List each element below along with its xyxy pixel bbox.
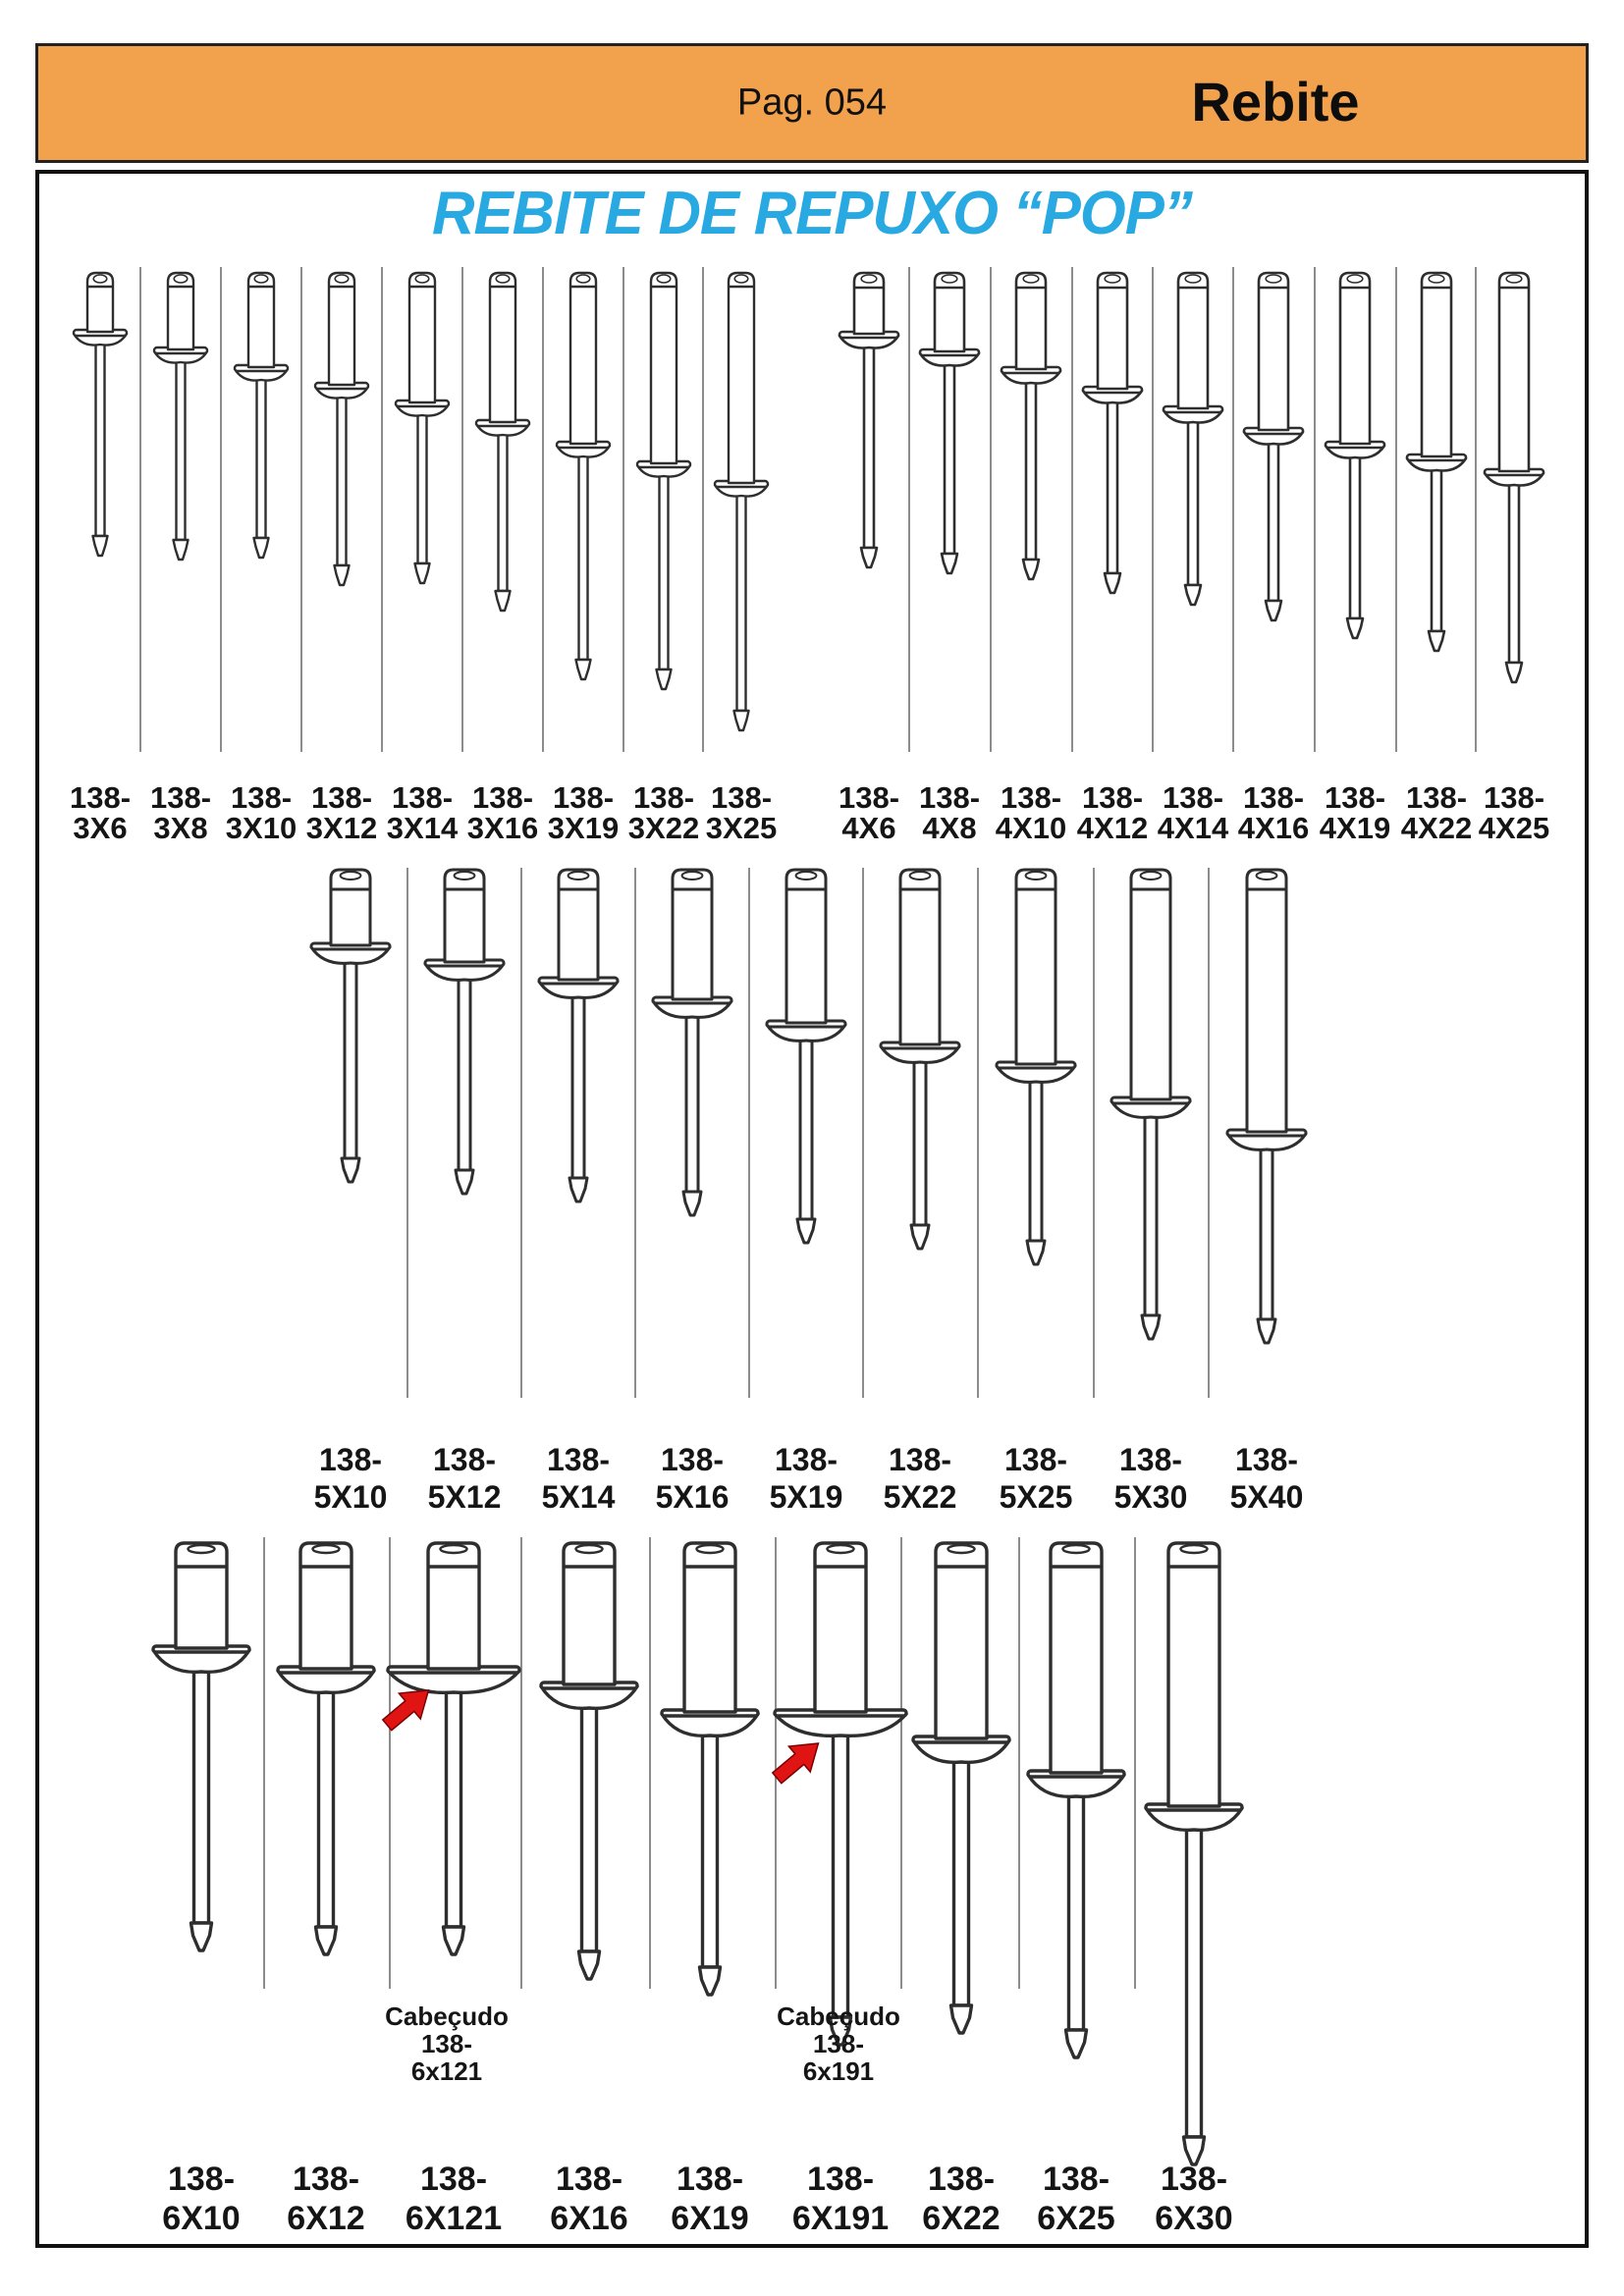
rivet-code-prefix: 138- bbox=[632, 780, 695, 815]
rivet-body bbox=[729, 273, 754, 483]
rivet-body bbox=[1178, 273, 1208, 408]
rivet-dome-hole bbox=[496, 275, 510, 283]
rivet-stem-tip bbox=[316, 1927, 337, 1954]
rivet-code-prefix: 138- bbox=[1242, 780, 1305, 815]
rivet-stem bbox=[1145, 1115, 1157, 1315]
rivet-stem-tip bbox=[579, 1951, 600, 1979]
rivet-stem-tip bbox=[1506, 663, 1522, 682]
rivet-code-label bbox=[395, 2160, 513, 2238]
rivet-dome-hole bbox=[910, 872, 931, 880]
rivet-code-size: 3X25 bbox=[705, 811, 778, 845]
rivet-stem bbox=[1509, 483, 1519, 663]
rivet-stem bbox=[834, 1734, 848, 2017]
rivet-code-label bbox=[519, 1441, 637, 1516]
rivet-stem bbox=[499, 433, 508, 591]
rivet-stem bbox=[257, 378, 266, 538]
rivet-dome-hole bbox=[1105, 275, 1120, 283]
rivet-stem bbox=[945, 363, 954, 554]
rivet-stem-tip bbox=[93, 536, 108, 556]
rivet-dome-hole bbox=[657, 275, 671, 283]
rivet-dome-hole bbox=[796, 872, 817, 880]
rivet-body bbox=[570, 273, 596, 444]
rivet-body bbox=[936, 1543, 987, 1738]
rivet-stem bbox=[177, 360, 186, 540]
rivet-code-label bbox=[530, 2160, 648, 2238]
rivet-stem-tip bbox=[657, 669, 672, 689]
rivet-stem-tip bbox=[496, 591, 511, 611]
rivet-code-size: 4X6 bbox=[841, 811, 896, 845]
rivet-code-prefix: 138- bbox=[391, 780, 454, 815]
cabecudo-annotation-2 bbox=[731, 2002, 947, 2085]
rivet-code-size: 5X19 bbox=[769, 1479, 843, 1515]
rivet-stem bbox=[1187, 1828, 1202, 2137]
rivet-dome-hole bbox=[455, 872, 475, 880]
rivet-dome-hole bbox=[93, 275, 107, 283]
rivet-stem bbox=[1269, 442, 1278, 601]
annotation-line: 6x121 bbox=[410, 2056, 483, 2086]
rivet-dome-hole bbox=[576, 275, 590, 283]
rivet-code-label bbox=[747, 1441, 865, 1516]
rivet-stem bbox=[1069, 1794, 1084, 2030]
rivet-code-size: 4X25 bbox=[1478, 811, 1550, 845]
rivet-stem bbox=[1261, 1148, 1272, 1319]
rivet-code-size: 3X12 bbox=[305, 811, 378, 845]
cabecudo-annotation-1 bbox=[339, 2002, 555, 2085]
rivet-code-size: 6X19 bbox=[671, 2200, 749, 2237]
rivet-body bbox=[935, 273, 964, 351]
page-title: REBITE DE REPUXO “POP” bbox=[432, 180, 1192, 247]
page-number: Pag. 054 bbox=[736, 81, 888, 124]
rivet-code-size: 3X22 bbox=[627, 811, 700, 845]
rivet-code-size: 5X14 bbox=[541, 1479, 616, 1515]
rivet-stem bbox=[96, 343, 105, 536]
rivet-stem-tip bbox=[700, 1967, 721, 1995]
rivet-code-label bbox=[142, 2160, 260, 2238]
rivet-body bbox=[490, 273, 515, 422]
rivet-code-label bbox=[861, 1441, 979, 1516]
rivet-body bbox=[1499, 273, 1529, 471]
rivet-code-prefix: 138- bbox=[710, 780, 773, 815]
rivet-code-label bbox=[651, 2160, 769, 2238]
rivet-dome-hole bbox=[1185, 275, 1201, 283]
rivet-stem bbox=[338, 396, 347, 565]
rivet-code-prefix: 138- bbox=[1234, 1442, 1299, 1477]
rivet-code-prefix: 138- bbox=[555, 2161, 623, 2198]
rivet-body bbox=[1051, 1543, 1102, 1773]
rivet-stem bbox=[660, 474, 669, 669]
rivet-stem bbox=[447, 1690, 461, 1927]
rivet-stem bbox=[864, 346, 874, 548]
rivet-code-size: 3X16 bbox=[466, 811, 539, 845]
rivet-code-prefix: 138- bbox=[676, 2161, 744, 2198]
rivet-code-size: 6X22 bbox=[922, 2200, 1001, 2237]
rivet-stem-tip bbox=[569, 1178, 587, 1201]
rivet-stem bbox=[954, 1760, 969, 2005]
rivet-stem bbox=[582, 1706, 597, 1951]
rivet-body bbox=[1098, 273, 1127, 389]
rivet-dome-hole bbox=[1347, 275, 1363, 283]
rivet-code-label bbox=[406, 1441, 523, 1516]
annotation-line: 138- bbox=[812, 2029, 865, 2058]
rivet-stem-tip bbox=[415, 563, 430, 583]
rivet-code-prefix: 138- bbox=[1160, 2161, 1228, 2198]
rivet-stem-tip bbox=[734, 711, 749, 730]
rivet-stem bbox=[737, 494, 746, 711]
rivet-body bbox=[329, 273, 354, 385]
rivet-stem bbox=[194, 1670, 209, 1923]
rivet-code-prefix: 138- bbox=[774, 1442, 839, 1477]
rivet-stem bbox=[1030, 1080, 1042, 1241]
rivet-stem-tip bbox=[1105, 573, 1120, 593]
rivet-code-label bbox=[1455, 782, 1573, 843]
rivet-stem-tip bbox=[444, 1927, 464, 1954]
rivet-code-prefix: 138- bbox=[1162, 780, 1224, 815]
rivet-stem bbox=[1108, 400, 1117, 573]
rivet-dome-hole bbox=[1062, 1545, 1089, 1553]
rivet-code-label bbox=[1017, 2160, 1135, 2238]
rivet-dome-hole bbox=[335, 275, 349, 283]
rivet-dome-hole bbox=[341, 872, 361, 880]
rivet-dome-hole bbox=[312, 1545, 339, 1553]
rivet-dome-hole bbox=[415, 275, 429, 283]
rivet-dome-hole bbox=[174, 275, 188, 283]
rivet-dome-hole bbox=[947, 1545, 974, 1553]
rivet-stem bbox=[686, 1015, 698, 1192]
rivet-code-prefix: 138- bbox=[1003, 1442, 1068, 1477]
rivet-body bbox=[564, 1543, 615, 1684]
rivet-code-prefix: 138- bbox=[419, 2161, 488, 2198]
rivet-code-size: 4X12 bbox=[1076, 811, 1149, 845]
rivet-code-prefix: 138- bbox=[552, 780, 615, 815]
rivet-code-prefix: 138- bbox=[310, 780, 373, 815]
rivet-code-size: 6X30 bbox=[1155, 2200, 1233, 2237]
rivet-stem bbox=[579, 454, 588, 660]
rivet-dome-hole bbox=[1026, 872, 1047, 880]
rivet-dome-hole bbox=[1141, 872, 1162, 880]
rivet-code-label bbox=[682, 782, 800, 843]
rivet-stem-tip bbox=[683, 1192, 701, 1215]
rivet-code-label bbox=[1208, 1441, 1326, 1516]
rivet-stem-tip bbox=[335, 565, 350, 585]
rivet-code-size: 4X14 bbox=[1157, 811, 1229, 845]
rivet-stem-tip bbox=[1347, 618, 1363, 638]
rivet-dome-hole bbox=[568, 872, 589, 880]
rivet-stem-tip bbox=[1185, 585, 1201, 605]
rivet-code-size: 4X10 bbox=[995, 811, 1067, 845]
rivet-stem-tip bbox=[342, 1158, 359, 1182]
rivet-code-size: 5X40 bbox=[1229, 1479, 1304, 1515]
rivet-stem bbox=[459, 978, 470, 1170]
rivet-dome-hole bbox=[575, 1545, 602, 1553]
rivet-code-size: 5X16 bbox=[655, 1479, 730, 1515]
rivet-stem-tip bbox=[942, 554, 957, 573]
rivet-code-prefix: 138- bbox=[1081, 780, 1144, 815]
rivet-dome-hole bbox=[861, 275, 877, 283]
rivet-code-prefix: 138- bbox=[1483, 780, 1545, 815]
rivet-dome-hole bbox=[827, 1545, 853, 1553]
rivet-stem-tip bbox=[951, 2005, 972, 2033]
rivet-body bbox=[815, 1543, 866, 1712]
rivet-code-prefix: 138- bbox=[660, 1442, 725, 1477]
rivet-body bbox=[176, 1543, 227, 1648]
rivet-code-size: 4X22 bbox=[1400, 811, 1473, 845]
rivet-body bbox=[300, 1543, 352, 1669]
rivet-stem-tip bbox=[254, 538, 269, 558]
rivet-code-prefix: 138- bbox=[838, 780, 900, 815]
rivet-dome-hole bbox=[254, 275, 268, 283]
rivet-stem bbox=[1188, 420, 1198, 585]
rivet-stem bbox=[1026, 381, 1036, 560]
rivet-stem bbox=[800, 1039, 812, 1219]
rivet-code-size: 6X12 bbox=[287, 2200, 365, 2237]
rivet-code-prefix: 138- bbox=[1000, 780, 1062, 815]
rivet-stem-tip bbox=[1027, 1241, 1045, 1264]
rivet-stem-tip bbox=[576, 660, 591, 679]
rivet-body bbox=[786, 870, 826, 1023]
rivet-code-size: 6X25 bbox=[1037, 2200, 1115, 2237]
rivet-body bbox=[1247, 870, 1286, 1132]
rivet-code-label bbox=[1135, 2160, 1253, 2238]
rivet-dome-hole bbox=[734, 275, 748, 283]
rivet-dome-hole bbox=[682, 872, 703, 880]
rivet-stem-tip bbox=[861, 548, 877, 567]
rivet-stem-tip bbox=[191, 1923, 212, 1950]
rivet-body bbox=[1168, 1543, 1219, 1806]
rivet-code-prefix: 138- bbox=[167, 2161, 236, 2198]
rivet-dome-hole bbox=[696, 1545, 723, 1553]
rivet-code-prefix: 138- bbox=[318, 1442, 383, 1477]
rivet-body bbox=[684, 1543, 735, 1712]
annotation-line: 6x191 bbox=[802, 2056, 875, 2086]
rivet-code-label bbox=[1092, 1441, 1210, 1516]
rivet-code-prefix: 138- bbox=[918, 780, 981, 815]
rivet-code-prefix: 138- bbox=[927, 2161, 996, 2198]
rivet-stem bbox=[345, 961, 356, 1158]
rivet-stem bbox=[418, 413, 427, 563]
rivet-code-size: 3X10 bbox=[225, 811, 298, 845]
rivet-code-label bbox=[633, 1441, 751, 1516]
rivet-dome-hole bbox=[1257, 872, 1277, 880]
rivet-code-prefix: 138- bbox=[1405, 780, 1468, 815]
rivet-stem bbox=[703, 1734, 718, 1967]
rivet-code-label bbox=[782, 2160, 899, 2238]
rivet-code-prefix: 138- bbox=[888, 1442, 952, 1477]
rivet-body bbox=[168, 273, 193, 349]
rivet-code-prefix: 138- bbox=[432, 1442, 497, 1477]
rivet-body bbox=[900, 870, 940, 1044]
rivet-stem-tip bbox=[1258, 1319, 1275, 1343]
rivet-code-prefix: 138- bbox=[1118, 1442, 1183, 1477]
rivet-code-prefix: 138- bbox=[806, 2161, 875, 2198]
rivet-body bbox=[1259, 273, 1288, 430]
rivet-code-size: 5X22 bbox=[883, 1479, 957, 1515]
rivet-body bbox=[1016, 870, 1056, 1064]
brand-title: Rebite bbox=[1191, 71, 1360, 133]
rivet-stem-tip bbox=[911, 1225, 929, 1249]
rivet-stem bbox=[319, 1690, 334, 1927]
rivet-stem bbox=[914, 1060, 926, 1225]
rivet-stem-tip bbox=[174, 540, 189, 560]
rivet-dome-hole bbox=[942, 275, 957, 283]
rivet-dome-hole bbox=[1506, 275, 1522, 283]
rivet-dome-hole bbox=[1429, 275, 1444, 283]
rivet-dome-hole bbox=[440, 1545, 466, 1553]
rivet-code-size: 4X16 bbox=[1237, 811, 1310, 845]
rivet-code-prefix: 138- bbox=[546, 1442, 611, 1477]
rivet-stem-tip bbox=[1429, 631, 1444, 651]
rivet-code-size: 6X16 bbox=[550, 2200, 628, 2237]
rivet-code-size: 6X191 bbox=[791, 2200, 890, 2237]
rivet-dome-hole bbox=[1180, 1545, 1207, 1553]
rivet-code-prefix: 138- bbox=[1324, 780, 1386, 815]
annotation-line: 138- bbox=[420, 2029, 473, 2058]
rivet-code-prefix: 138- bbox=[230, 780, 293, 815]
rivet-dome-hole bbox=[1023, 275, 1039, 283]
rivet-body bbox=[445, 870, 484, 962]
rivet-body bbox=[428, 1543, 479, 1669]
rivet-body bbox=[331, 870, 370, 945]
rivet-stem bbox=[572, 995, 584, 1178]
rivet-code-size: 6X121 bbox=[405, 2200, 503, 2237]
rivet-stem-tip bbox=[1266, 601, 1281, 620]
rivet-dome-hole bbox=[188, 1545, 214, 1553]
rivet-body bbox=[651, 273, 677, 463]
rivet-code-prefix: 138- bbox=[292, 2161, 360, 2198]
rivet-code-label bbox=[977, 1441, 1095, 1516]
rivet-stem bbox=[1350, 455, 1360, 618]
rivet-code-size: 6X10 bbox=[162, 2200, 241, 2237]
rivet-stem-tip bbox=[1023, 560, 1039, 579]
rivet-stem-tip bbox=[1066, 2030, 1087, 2057]
rivet-stem-tip bbox=[797, 1219, 815, 1243]
rivet-body bbox=[409, 273, 435, 402]
rivet-code-size: 3X6 bbox=[73, 811, 128, 845]
rivet-code-prefix: 138- bbox=[471, 780, 534, 815]
rivet-body bbox=[559, 870, 598, 980]
rivet-code-label bbox=[902, 2160, 1020, 2238]
rivet-code-prefix: 138- bbox=[1042, 2161, 1110, 2198]
rivet-code-size: 4X19 bbox=[1319, 811, 1391, 845]
rivet-code-size: 3X14 bbox=[386, 811, 459, 845]
rivet-code-label bbox=[267, 2160, 385, 2238]
rivet-stem bbox=[1432, 468, 1441, 631]
rivet-code-size: 5X25 bbox=[999, 1479, 1073, 1515]
rivet-code-size: 5X10 bbox=[313, 1479, 388, 1515]
rivet-code-size: 3X19 bbox=[547, 811, 620, 845]
rivet-stem-tip bbox=[456, 1170, 473, 1194]
annotation-line: Cabeçudo bbox=[777, 2002, 900, 2031]
rivet-body bbox=[1131, 870, 1170, 1099]
rivet-body bbox=[1340, 273, 1370, 444]
annotation-line: Cabeçudo bbox=[385, 2002, 509, 2031]
rivet-code-size: 4X8 bbox=[922, 811, 977, 845]
rivet-code-prefix: 138- bbox=[69, 780, 132, 815]
rivet-code-prefix: 138- bbox=[149, 780, 212, 815]
rivet-body bbox=[1422, 273, 1451, 456]
rivet-code-size: 5X12 bbox=[427, 1479, 502, 1515]
rivet-code-size: 3X8 bbox=[153, 811, 208, 845]
rivet-code-size: 5X30 bbox=[1113, 1479, 1188, 1515]
rivet-dome-hole bbox=[1266, 275, 1281, 283]
rivet-stem-tip bbox=[1142, 1315, 1160, 1339]
rivet-code-label bbox=[292, 1441, 409, 1516]
